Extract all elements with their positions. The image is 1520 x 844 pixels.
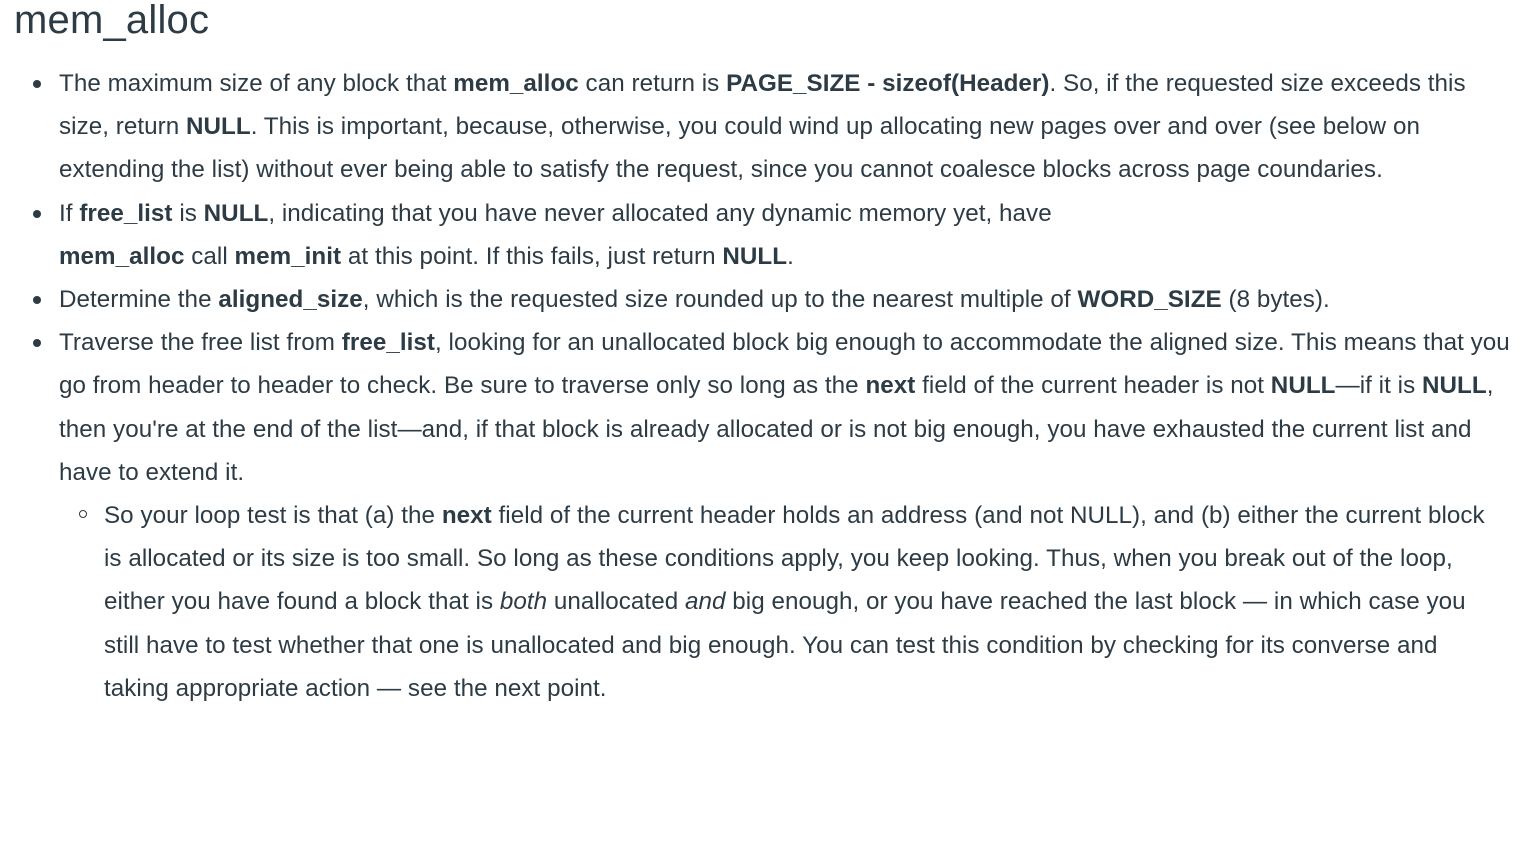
page-title: mem_alloc — [14, 0, 210, 42]
bullet-item — [59, 192, 1520, 278]
bullet-item — [59, 278, 1520, 321]
text-run: can return is — [578, 70, 727, 97]
text-run: Traverse the free list from — [59, 329, 342, 357]
text-run: is — [172, 199, 204, 227]
text-run: , indicating that you have never allocated any dynamic memory yet, have — [268, 199, 1052, 227]
text-run: (8 bytes). — [1221, 286, 1330, 314]
text-run: . — [787, 242, 794, 270]
bold-term: NULL — [1270, 372, 1336, 400]
bold-term: mem_alloc — [453, 70, 579, 97]
bullet-item — [59, 321, 1520, 710]
text-run: field of the current header is not — [915, 372, 1271, 400]
bullet-list — [0, 62, 1520, 710]
bold-term: NULL — [722, 242, 788, 270]
text-run: call — [184, 242, 235, 270]
italic-term: both — [499, 588, 548, 616]
text-run: If — [59, 199, 80, 227]
text-run: , looking for an unallocated block big enough to accommodate the aligned size. This means that you go from header to header to check. Be sure to traverse only so long as the — [59, 329, 1510, 400]
bold-term: free_list — [341, 329, 436, 357]
bold-term: WORD_SIZE — [1077, 286, 1222, 314]
text-run: field of the current header holds an address (and not NULL), and (b) either the current block is allocated or its size is too small. So long as these conditions apply, you keep looking. Thus, when you break out of the loop, either you have found a block that is — [104, 502, 1485, 616]
text-run: . So, if the requested size exceeds this size, return — [59, 70, 1466, 141]
italic-term: and — [684, 588, 726, 616]
text-run: —if it is — [1335, 372, 1422, 400]
text-run: . This is important, because, otherwise, you could wind up allocating new pages over and over (see below on extending the list) without ever being able to satisfy the request, since you cannot coalesce blocks across page coundaries. — [59, 113, 1420, 184]
bold-term: NULL — [186, 113, 251, 141]
sub-bullet-item — [104, 494, 1510, 710]
bold-term: aligned_size — [218, 286, 363, 314]
bullet-item — [59, 62, 1520, 192]
text-run: , which is the requested size rounded up to the nearest multiple of — [362, 286, 1078, 314]
bold-term: next — [865, 372, 916, 400]
bold-term: free_list — [79, 199, 173, 227]
bold-term: next — [441, 502, 492, 530]
text-run: So your loop test is that (a) the — [104, 502, 442, 530]
bold-term: mem_init — [234, 242, 342, 270]
text-run: Determine the — [59, 286, 219, 314]
bold-term: mem_alloc — [59, 242, 185, 270]
sub-bullet-list — [59, 494, 1510, 710]
text-run: at this point. If this fails, just return — [341, 242, 723, 270]
bold-term: PAGE_SIZE - sizeof(Header) — [726, 70, 1050, 97]
text-run: , then you're at the end of the list—and, if that block is already allocated or is not big enough, you have exhausted the current list and have to extend it. — [59, 372, 1494, 486]
text-run: unallocated — [547, 588, 685, 616]
text-run: big enough, or you have reached the last block — in which case you still have to test whether that one is unallocated and big enough. You can test this condition by checking for its converse and taking appropriate action — see the next point. — [104, 588, 1466, 702]
text-run: The maximum size of any block that — [59, 70, 454, 97]
bold-term: NULL — [1422, 372, 1487, 400]
bold-term: NULL — [203, 199, 269, 227]
